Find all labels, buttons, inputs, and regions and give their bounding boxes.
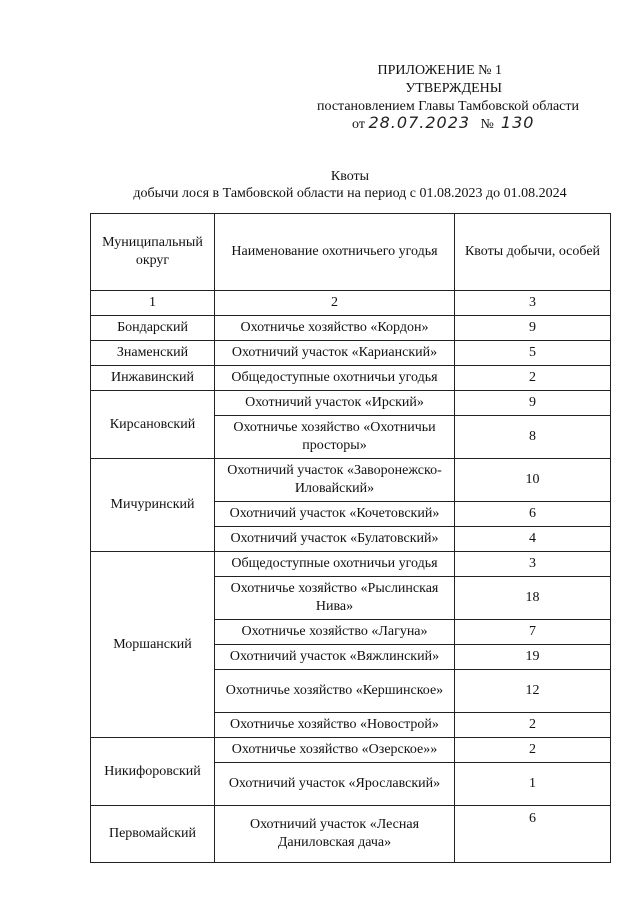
quota-cell: 6 (455, 806, 611, 863)
area-cell: Охотничье хозяйство «Охотничьи просторы» (215, 416, 455, 459)
district-cell: Первомайский (91, 806, 215, 863)
column-number: 3 (455, 291, 611, 316)
column-number-row (91, 291, 611, 316)
district-cell: Никифоровский (91, 738, 215, 806)
number-label: № (480, 117, 494, 132)
district-cell: Моршанский (91, 552, 215, 738)
quota-cell: 2 (455, 738, 611, 763)
quota-cell: 1 (455, 763, 611, 806)
quota-table (90, 213, 611, 863)
approved-label: УТВЕРЖДЕНЫ (405, 81, 502, 96)
area-cell: Охотничье хозяйство «Кершинское» (215, 670, 455, 713)
quota-cell: 4 (455, 527, 611, 552)
area-cell: Охотничий участок «Карианский» (215, 341, 455, 366)
doc-subtitle: добычи лося в Тамбовской области на период с 01.08.2023 до 01.08.2024 (133, 186, 567, 201)
quota-cell: 3 (455, 552, 611, 577)
district-cell: Кирсановский (91, 391, 215, 459)
area-cell: Охотничье хозяйство «Рыслинская Нива» (215, 577, 455, 620)
area-cell: Охотничье хозяйство «Озерское»» (215, 738, 455, 763)
district-cell: Бондарский (91, 316, 215, 341)
area-cell: Охотничий участок «Булатовский» (215, 527, 455, 552)
table-row (91, 806, 611, 863)
area-cell: Охотничье хозяйство «Лагуна» (215, 620, 455, 645)
quota-cell: 19 (455, 645, 611, 670)
resolution-label: постановлением Главы Тамбовской области (316, 99, 579, 114)
area-cell: Охотничье хозяйство «Кордон» (215, 316, 455, 341)
area-cell: Охотничий участок «Ярославский» (215, 763, 455, 806)
table-row (91, 459, 611, 502)
area-cell: Охотничье хозяйство «Новострой» (215, 713, 455, 738)
table-row (91, 552, 611, 577)
from-label: от (352, 117, 365, 132)
quota-cell: 12 (455, 670, 611, 713)
table-row (91, 738, 611, 763)
district-cell: Мичуринский (91, 459, 215, 552)
table-row (91, 341, 611, 366)
column-header: Муниципальный округ (91, 214, 215, 291)
quota-cell: 5 (455, 341, 611, 366)
table-row (91, 316, 611, 341)
column-number: 2 (215, 291, 455, 316)
quota-cell: 9 (455, 316, 611, 341)
area-cell: Охотничий участок «Лесная Даниловская дача» (215, 806, 455, 863)
area-cell: Охотничий участок «Заворонежско-Иловайский» (215, 459, 455, 502)
area-cell: Охотничий участок «Кочетовский» (215, 502, 455, 527)
district-cell: Инжавинский (91, 366, 215, 391)
appendix-label: ПРИЛОЖЕНИЕ № 1 (377, 63, 502, 78)
column-header: Квоты добычи, особей (455, 214, 611, 291)
quota-cell: 10 (455, 459, 611, 502)
quota-cell: 8 (455, 416, 611, 459)
table-row (91, 391, 611, 416)
quota-cell: 6 (455, 502, 611, 527)
table-header-row (91, 214, 611, 291)
handwritten-date: 28.07.2023 (368, 113, 471, 132)
quota-cell: 18 (455, 577, 611, 620)
table-row (91, 366, 611, 391)
area-cell: Общедоступные охотничьи угодья (215, 552, 455, 577)
area-cell: Охотничий участок «Ирский» (215, 391, 455, 416)
quota-cell: 2 (455, 713, 611, 738)
area-cell: Общедоступные охотничьи угодья (215, 366, 455, 391)
column-number: 1 (91, 291, 215, 316)
doc-title: Квоты (330, 169, 370, 184)
resolution-date-line (352, 114, 534, 134)
quota-cell: 9 (455, 391, 611, 416)
column-header: Наименование охотничьего угодья (215, 214, 455, 291)
quota-cell: 2 (455, 366, 611, 391)
quota-cell: 7 (455, 620, 611, 645)
area-cell: Охотничий участок «Вяжлинский» (215, 645, 455, 670)
handwritten-number: 130 (500, 113, 535, 132)
district-cell: Знаменский (91, 341, 215, 366)
